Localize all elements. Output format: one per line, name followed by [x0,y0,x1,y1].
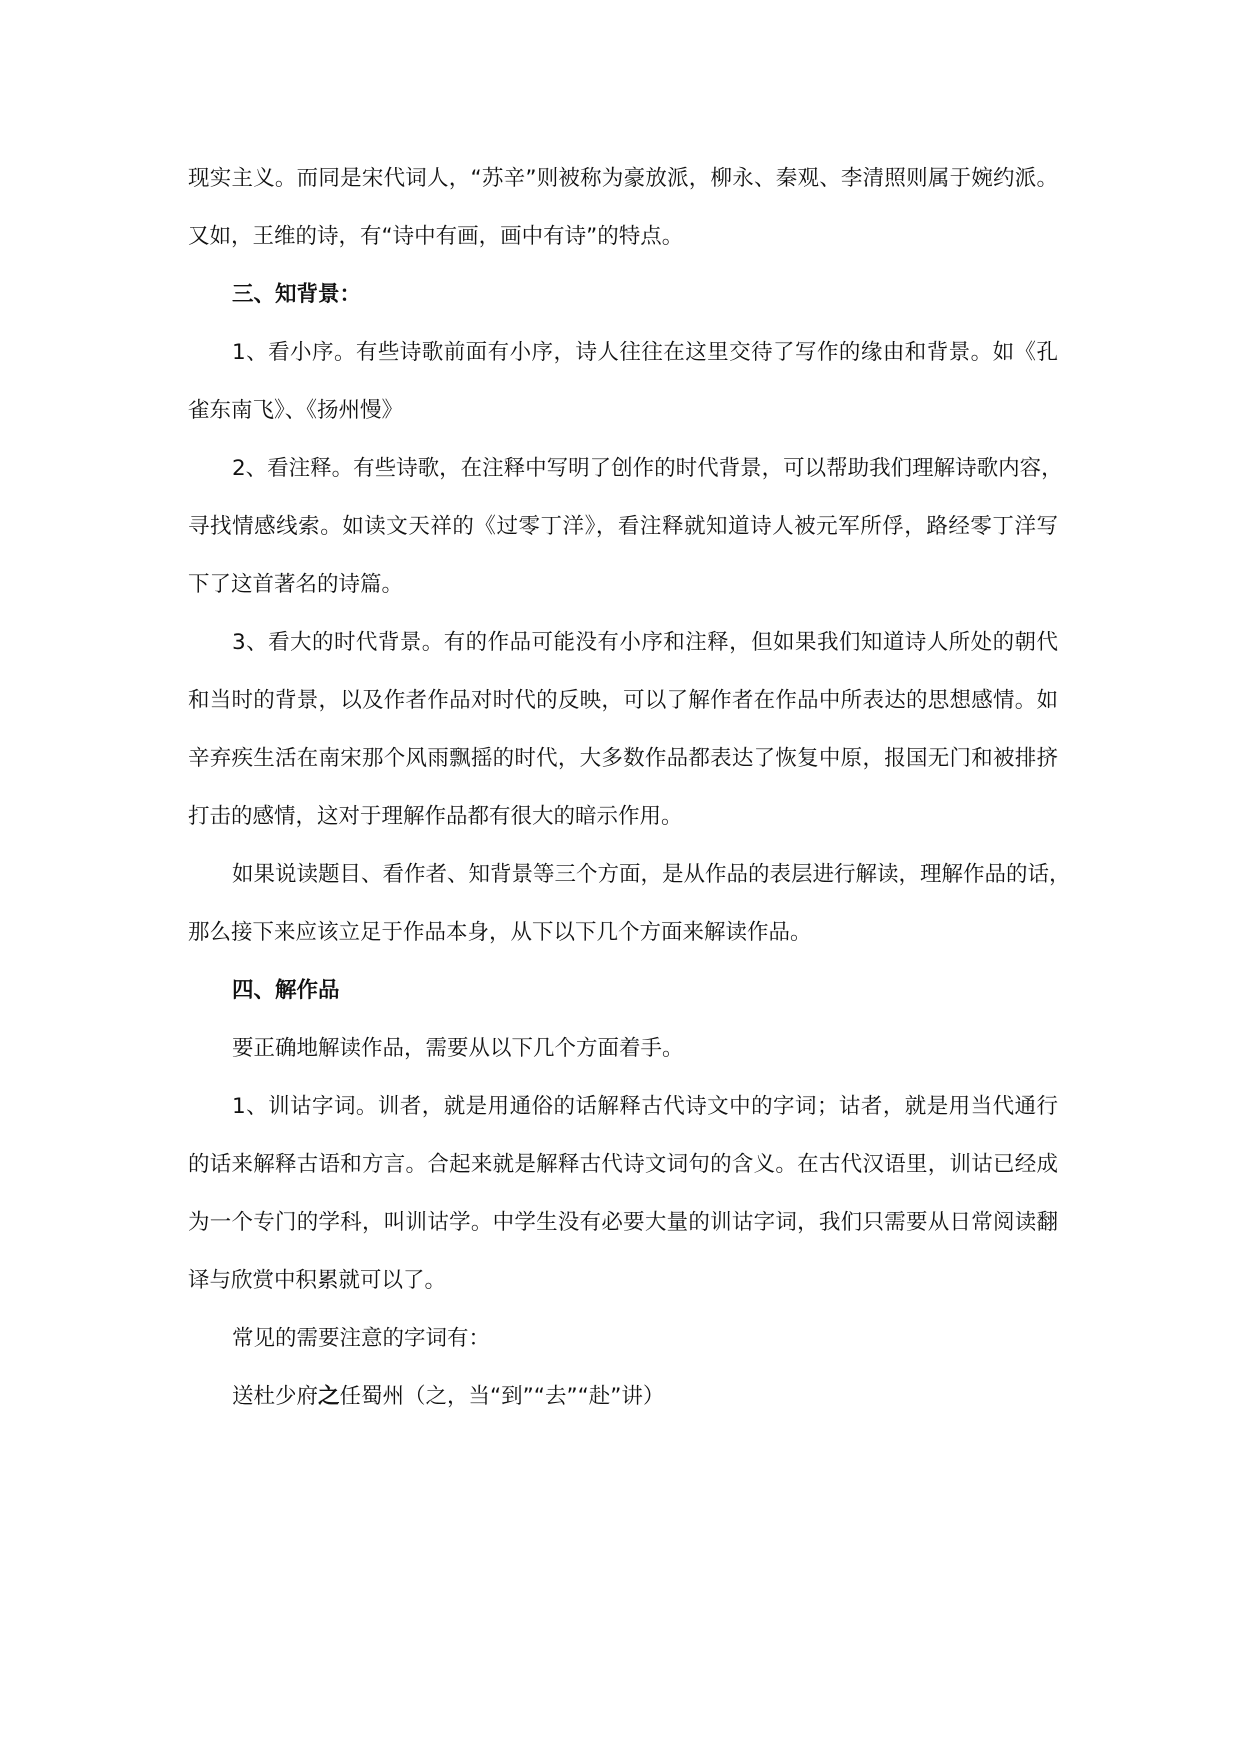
paragraph-line: 又如，王维的诗，有“诗中有画，画中有诗”的特点。 [188,224,684,249]
paragraph-line: 寻找情感线索。如读文天祥的《过零丁洋》，看注释就知道诗人被元军所俘，路经零丁洋写 [188,514,1058,539]
paragraph-line: 为一个专门的学科，叫训诂学。中学生没有必要大量的训诂字词，我们只需要从日常阅读翻 [188,1210,1058,1235]
paragraph-line: 辛弃疾生活在南宋那个风雨飘摇的时代，大多数作品都表达了恢复中原，报国无门和被排挤 [188,746,1058,771]
section-heading: 三、知背景： [232,282,362,307]
example-line [232,1382,664,1412]
paragraph-line: 现实主义。而同是宋代词人，“苏辛”则被称为豪放派，柳永、秦观、李清照则属于婉约派。 [188,166,1058,191]
paragraph-line: 1、训诂字词。训者，就是用通俗的话解释古代诗文中的字词；诂者，就是用当代通行 [232,1094,1058,1119]
example-note: 任蜀州（之，当“到”“去”“赴”讲） [339,1384,665,1409]
example-text: 送杜少府 [232,1384,319,1409]
paragraph-line: 常见的需要注意的字词有： [232,1326,491,1351]
section-heading: 四、解作品 [232,978,340,1003]
example-keyword: 之 [318,1384,340,1409]
paragraph-line: 如果说读题目、看作者、知背景等三个方面，是从作品的表层进行解读，理解作品的话， [232,862,1071,887]
paragraph-line: 2、看注释。有些诗歌，在注释中写明了创作的时代背景，可以帮助我们理解诗歌内容， [232,456,1063,481]
paragraph-line: 1、看小序。有些诗歌前面有小序，诗人往往在这里交待了写作的缘由和背景。如《孔 [232,340,1058,365]
paragraph-line: 3、看大的时代背景。有的作品可能没有小序和注释，但如果我们知道诗人所处的朝代 [232,630,1058,655]
paragraph-line: 下了这首著名的诗篇。 [188,572,404,597]
paragraph-line: 那么接下来应该立足于作品本身，从下以下几个方面来解读作品。 [188,920,812,945]
paragraph-line: 打击的感情，这对于理解作品都有很大的暗示作用。 [188,804,683,829]
paragraph-line: 和当时的背景，以及作者作品对时代的反映，可以了解作者在作品中所表达的思想感情。如 [188,688,1058,713]
paragraph-line: 译与欣赏中积累就可以了。 [188,1268,447,1293]
paragraph-line: 要正确地解读作品，需要从以下几个方面着手。 [232,1036,684,1061]
paragraph-line: 雀东南飞》、《扬州慢》 [188,398,404,423]
paragraph-line: 的话来解释古语和方言。合起来就是解释古代诗文词句的含义。在古代汉语里，训诂已经成 [188,1152,1058,1177]
